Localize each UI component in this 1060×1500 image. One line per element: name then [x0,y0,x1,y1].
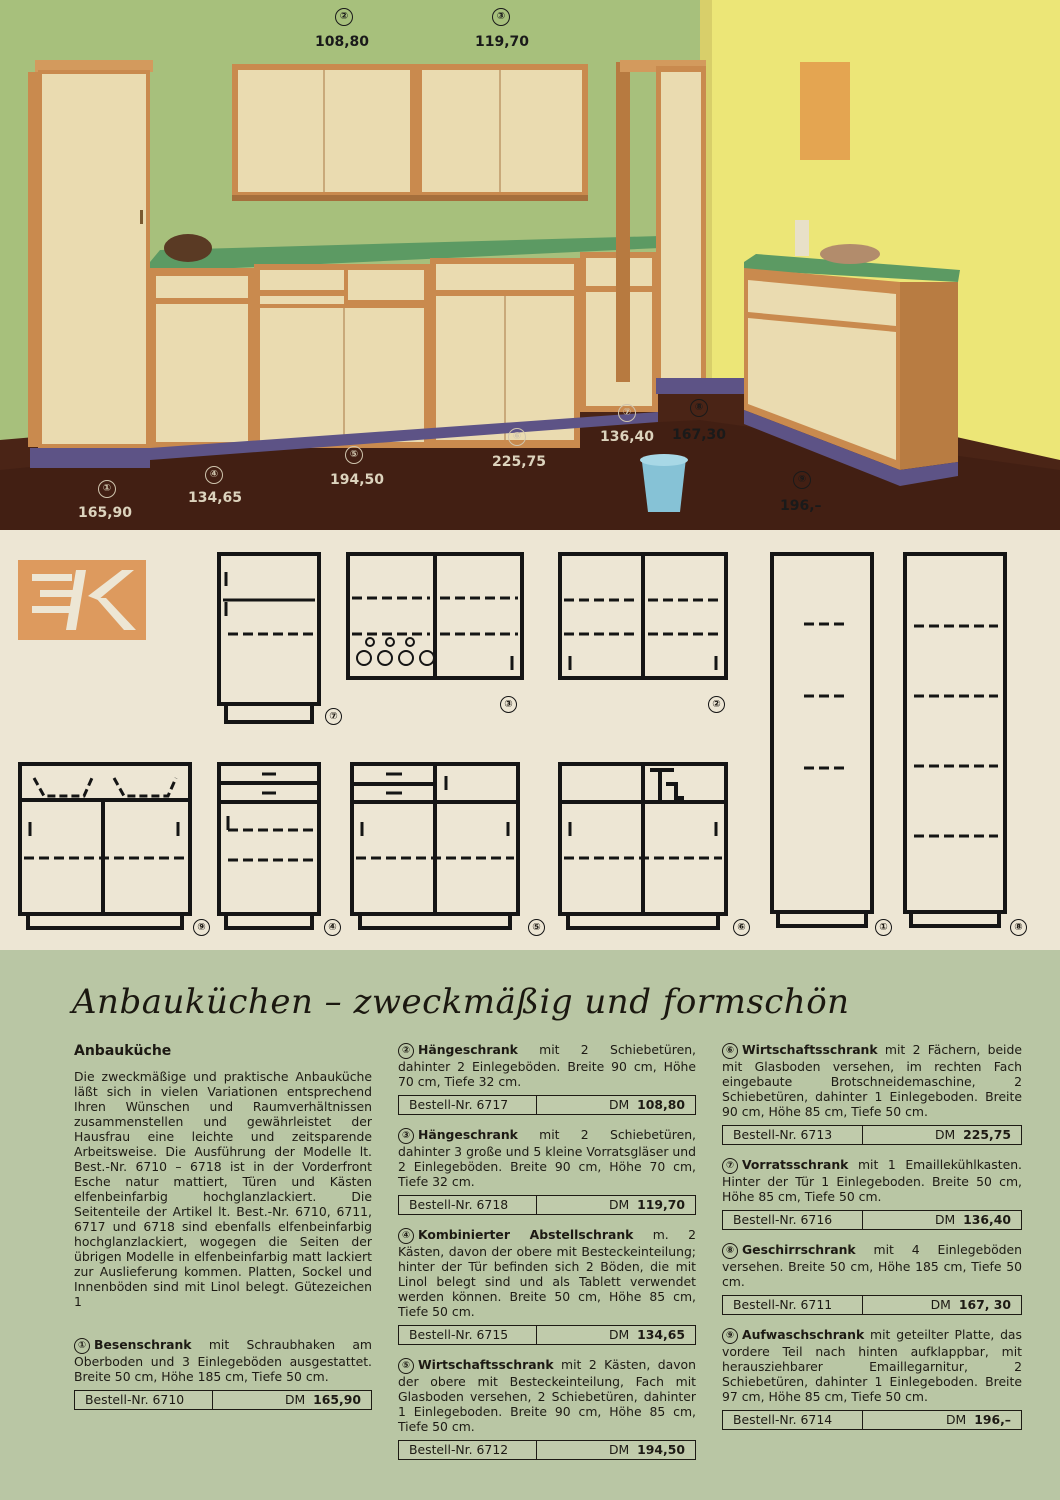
photo-label-number-5: ⑤ [345,446,363,464]
item-desc: mit Schraubhaken am Oberboden und 3 Einlegeböden ausgestattet. Breite 50 cm, Höhe 185 cm, Tiefe 50 cm. [74,1337,372,1384]
order-prefix: Bestell-Nr. [85,1392,149,1407]
item-number: ⑨ [722,1328,738,1344]
order-price: 134,65 [637,1327,685,1342]
item-6-description [722,1042,1022,1119]
diagram-number-7: ⑦ [325,708,342,725]
item-5-description [398,1357,696,1434]
item-number: ③ [398,1128,414,1144]
order-price: 194,50 [637,1442,685,1457]
diagram-aufwaschschrank [20,764,190,928]
order-number: 6710 [152,1392,185,1407]
cabinet-diagrams [0,530,1060,950]
order-number: 6716 [800,1212,833,1227]
photo-label-number-3: ③ [492,8,510,26]
currency: DM [608,1327,630,1342]
order-number: 6713 [800,1127,833,1142]
item-number: ⑦ [722,1158,738,1174]
item-3-description [398,1127,696,1189]
order-prefix: Bestell-Nr. [409,1442,473,1457]
order-box-8 [722,1295,1022,1315]
text-column-2 [398,1042,696,1472]
order-number: 6717 [476,1097,509,1112]
order-prefix: Bestell-Nr. [409,1197,473,1212]
text-column-1 [74,1044,372,1422]
currency: DM [608,1442,630,1457]
order-price: 196,– [974,1412,1011,1427]
diagram-number-9: ⑨ [193,919,210,936]
order-number: 6711 [800,1297,833,1312]
photo-price-1: 165,90 [78,505,133,521]
item-number: ① [74,1338,90,1354]
item-7-description [722,1157,1022,1204]
item-name: Aufwaschschrank [742,1327,865,1342]
currency: DM [930,1297,951,1312]
order-box-7 [722,1210,1022,1230]
item-4-description [398,1227,696,1319]
item-number: ⑧ [722,1243,738,1259]
text-column-3 [722,1042,1022,1442]
order-prefix: Bestell-Nr. [409,1327,473,1342]
item-desc: mit 2 Schiebetüren, dahinter 3 große und 5 kleine Vorratsgläser und 2 Einlegeböden. Breite 90 cm, Höhe 70 cm, Tiefe 32 cm. [398,1127,696,1189]
item-desc: mit 4 Einlegeböden versehen. Breite 50 cm, Höhe 185 cm, Tiefe 50 cm. [722,1242,1022,1289]
photo-price-5: 194,50 [330,472,385,488]
photo-label-number-6: ⑥ [508,428,526,446]
diagram-number-8: ⑧ [1010,919,1027,936]
item-desc: mit 2 Schiebetüren, dahinter 2 Einlegeböden. Breite 90 cm, Höhe 70 cm, Tiefe 32 cm. [398,1042,696,1089]
item-name: Hängeschrank [418,1042,518,1057]
order-number: 6718 [476,1197,509,1212]
order-price: 108,80 [637,1097,685,1112]
kitchen-photo [0,0,1060,530]
order-prefix: Bestell-Nr. [733,1212,797,1227]
item-number: ⑤ [398,1358,414,1374]
order-prefix: Bestell-Nr. [733,1127,797,1142]
diagram-number-1: ① [875,919,892,936]
item-desc: mit 2 Kästen, davon der obere mit Besteckeinteilung, Fach mit Glasboden versehen, 2 Schiebetüren, dahinter 1 Einlegeboden. Breite 90 cm, Höhe 85 cm, Tiefe 50 cm. [398,1357,696,1434]
item-name: Wirtschaftsschrank [742,1042,878,1057]
photo-label-number-7: ⑦ [618,404,636,422]
item-name: Geschirrschrank [742,1242,856,1257]
order-box-5 [398,1440,696,1460]
item-number: ② [398,1043,414,1059]
item-name: Hängeschrank [418,1127,518,1142]
diagram-number-2: ② [708,696,725,713]
headline: Anbauküchen – zweckmäßig und formschön [72,982,850,1022]
photo-price-8: 167,30 [672,427,727,443]
item-name: Besenschrank [94,1337,192,1352]
item-name: Kombinierter Abstellschrank [418,1227,634,1242]
item-desc: mit geteilter Platte, das vordere Teil nach hinten aufklappbar, mit herausziehbarer Emaillegarnitur, 2 Schiebetüren, dahinter 1 Einlegeboden. Breite 97 cm, Höhe 85 cm, Tiefe 50 cm. [722,1327,1022,1404]
order-price: 119,70 [637,1197,685,1212]
diagram-wirtschaftsschrank-5 [352,764,518,928]
item-desc: mit 1 Emaillekühlkasten. Hinter der Tür 1 Einlegeboden. Breite 50 cm, Höhe 85 cm, Tiefe 50 cm. [722,1157,1022,1204]
order-box-1 [74,1390,372,1410]
diagram-abstellschrank [219,764,319,928]
order-price: 165,90 [313,1392,361,1407]
photo-price-4: 134,65 [188,490,243,506]
diagram-number-3: ③ [500,696,517,713]
photo-label-number-4: ④ [205,466,223,484]
item-desc: m. 2 Kästen, davon der obere mit Besteckeinteilung; hinter der Tür befinden sich 2 Böden, die mit Linol belegt sind und als Tablett verwendet werden können. Breite 50 cm, Höhe 85 cm, Tiefe 50 cm. [398,1227,696,1319]
order-box-9 [722,1410,1022,1430]
order-box-2 [398,1095,696,1115]
diagram-vorratsschrank [219,554,319,722]
item-number: ④ [398,1228,414,1244]
currency: DM [945,1412,967,1427]
currency: DM [608,1097,630,1112]
order-box-4 [398,1325,696,1345]
photo-label-number-2: ② [335,8,353,26]
cabinet-line-drawings [0,530,1060,950]
order-number: 6715 [476,1327,509,1342]
photo-price-9: 196,– [780,498,822,514]
order-prefix: Bestell-Nr. [409,1097,473,1112]
item-desc: mit 2 Fächern, beide mit Glasboden versehen, im rechten Fach eingebaute Brotschneidemaschine, 2 Schiebetüren, dahinter 1 Einlegeboden. Breite 90 cm, Höhe 85 cm, Tiefe 50 cm. [722,1042,1022,1119]
photo-label-number-8: ⑧ [690,399,708,417]
kitchen-illustration [0,0,1060,530]
order-price: 136,40 [963,1212,1011,1227]
diagram-haengeschrank-2 [560,554,726,678]
order-price: 167, 30 [958,1297,1011,1312]
order-box-3 [398,1195,696,1215]
photo-price-6: 225,75 [492,454,547,470]
photo-label-number-1: ① [98,480,116,498]
currency: DM [934,1212,956,1227]
diagram-number-6: ⑥ [733,919,750,936]
item-2-description [398,1042,696,1089]
diagram-besenschrank [772,554,872,926]
photo-price-3: 119,70 [475,34,530,50]
photo-label-number-9: ⑨ [793,471,811,489]
item-1-description [74,1337,372,1384]
currency: DM [934,1127,956,1142]
catalog-text-section [0,950,1060,1500]
order-number: 6712 [476,1442,509,1457]
currency: DM [608,1197,630,1212]
item-9-description [722,1327,1022,1404]
currency: DM [284,1392,306,1407]
diagram-geschirrschrank [905,554,1005,926]
diagram-haengeschrank-3 [348,554,522,678]
diagram-wirtschaftsschrank-6 [560,764,726,928]
order-number: 6714 [800,1412,833,1427]
order-box-6 [722,1125,1022,1145]
section-title: Anbauküche [74,1043,172,1059]
photo-price-2: 108,80 [315,34,370,50]
item-8-description [722,1242,1022,1289]
item-name: Vorratsschrank [742,1157,849,1172]
order-prefix: Bestell-Nr. [733,1412,797,1427]
item-name: Wirtschaftsschrank [418,1357,554,1372]
diagram-number-5: ⑤ [528,919,545,936]
order-price: 225,75 [963,1127,1011,1142]
intro-paragraph: Die zweckmäßige und praktische Anbauküche läßt sich in vielen Variationen entsprechend Ihren Wünschen und Raumverhältnissen zusammenstellen und gewährleistet der Hausfrau eine leichte und zeitsparende Arbeitsweise. Die Ausführung der Modelle lt. Best.-Nr. 6710 – 6718 ist in der Vorderfront Esche natur mattiert, Türen und Kästen elfenbeinfarbig hochglanzlackiert. Die Seitenteile der Artikel lt. Best.-Nr. 6710, 6711, 6717 und 6718 sind ebenfalls elfenbeinfarbig hochglanzlackiert, wogegen die Seiten der übrigen Modelle in elfenbeinfarbig matt lackiert zur Auslieferung kommen. Platten, Sockel und Innenböden sind mit Linol belegt. Gütezeichen 1 [74,1069,372,1309]
item-number: ⑥ [722,1043,738,1059]
diagram-number-4: ④ [324,919,341,936]
photo-price-7: 136,40 [600,429,655,445]
order-prefix: Bestell-Nr. [733,1297,797,1312]
